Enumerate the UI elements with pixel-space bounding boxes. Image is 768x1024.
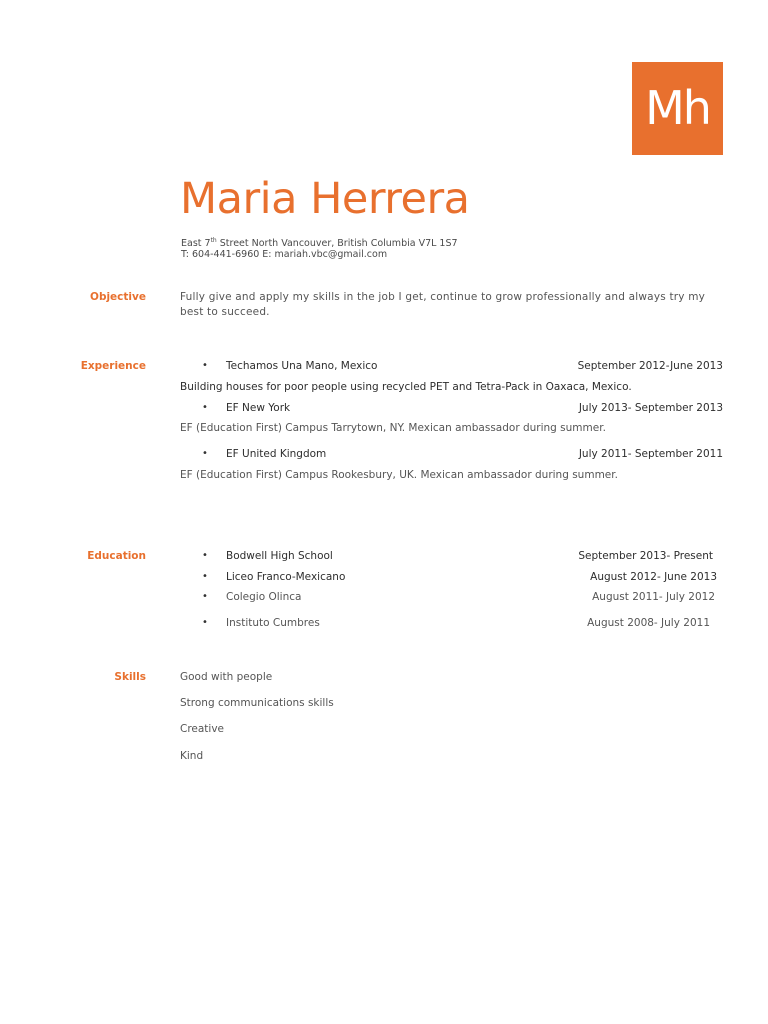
address-rest: Street North Vancouver, British Columbia V7L 1S7: [216, 238, 458, 250]
experience-dates: September 2012-June 2013: [577, 360, 723, 372]
experience-description: EF (Education First) Campus Tarrytown, NY. Mexican ambassador during summer.: [180, 422, 606, 434]
phone-email-line: T: 604-441-6960 E: mariah.vbc@gmail.com: [181, 249, 388, 260]
skill-item: Good with people: [180, 671, 273, 683]
skill-item: Creative: [180, 723, 225, 735]
bullet-icon: •: [202, 591, 208, 602]
bullet-icon: •: [202, 571, 208, 582]
bullet-icon: •: [202, 402, 208, 413]
bullet-icon: •: [202, 360, 208, 371]
skills-heading: Skills: [114, 671, 146, 683]
experience-heading: Experience: [80, 360, 146, 372]
school-name: Bodwell High School: [226, 550, 333, 562]
bullet-icon: •: [202, 550, 208, 561]
education-heading: Education: [87, 550, 146, 562]
school-dates: August 2012- June 2013: [590, 571, 717, 583]
school-name: Instituto Cumbres: [226, 617, 320, 629]
skill-item: Strong communications skills: [180, 697, 334, 709]
bullet-icon: •: [202, 448, 208, 459]
school-name: Liceo Franco-Mexicano: [226, 571, 346, 583]
address-line: [181, 237, 458, 249]
objective-heading: Objective: [90, 291, 146, 303]
skill-item: Kind: [180, 750, 204, 762]
experience-dates: July 2013- September 2013: [578, 402, 723, 414]
address-street-number: East 7: [181, 238, 211, 250]
bullet-icon: •: [202, 617, 208, 628]
resume-name: Maria Herrera: [180, 174, 470, 224]
objective-text: Fully give and apply my skills in the job I get, continue to grow professionally and always try my best to succeed.: [180, 291, 706, 318]
school-name: Colegio Olinca: [226, 591, 302, 603]
experience-title: Techamos Una Mano, Mexico: [226, 360, 378, 372]
experience-title: EF New York: [226, 402, 291, 414]
experience-dates: July 2011- September 2011: [578, 448, 723, 460]
school-dates: September 2013- Present: [578, 550, 713, 562]
address-ordinal-suffix: th: [210, 237, 217, 244]
experience-title: EF United Kingdom: [226, 448, 327, 460]
school-dates: August 2008- July 2011: [587, 617, 710, 629]
experience-description: Building houses for poor people using recycled PET and Tetra-Pack in Oaxaca, Mexico.: [180, 381, 632, 393]
school-dates: August 2011- July 2012: [592, 591, 715, 603]
experience-description: EF (Education First) Campus Rookesbury, UK. Mexican ambassador during summer.: [180, 469, 618, 481]
monogram-logo: Mh: [632, 62, 723, 155]
